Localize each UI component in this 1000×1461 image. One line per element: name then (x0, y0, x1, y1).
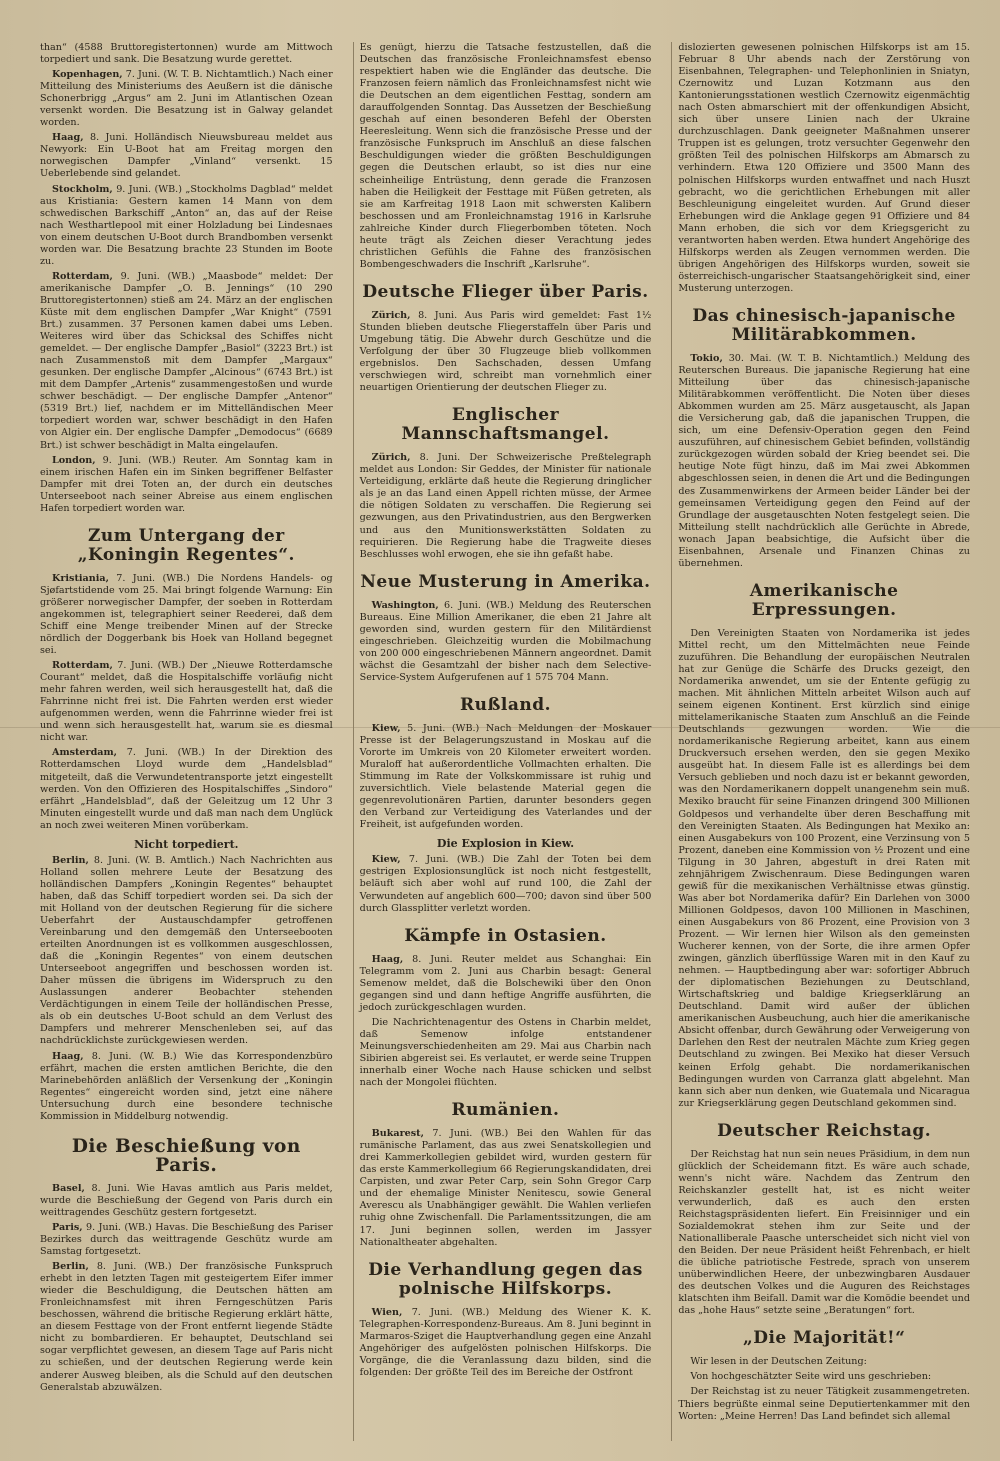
article-headline: Rumänien. (451, 1100, 560, 1121)
article-paragraph (678, 353, 970, 570)
dateline: Rotterdam, (52, 660, 113, 672)
paragraph-text: Die Nachrichtenagentur des Ostens in Charbin meldet, daß Semenow infolge entstandener Meinungsverschiedenheiten am 29. Mai aus Charbin nach Sibirien abgereist sei. Es verlautet, er werde seine Truppen innerhalb einer Woche nach Hause schicken und selbst nach der Mongolei flüchten. (359, 1016, 652, 1089)
dateline: Tokio, (690, 352, 723, 364)
dateline: Zürich, (371, 309, 411, 321)
article-paragraph (40, 132, 333, 180)
paragraph-text: 8. Juni. Holländisch Nieuwsbureau meldet aus Newyork: Ein U-Boot hat am Freitag morgen den norwegischen Dampfer „Vinland“ versenkt. 15 Ueberlebende sind gelandet. (40, 132, 333, 180)
paragraph-text: 9. Juni. (WB.) Reuter. Am Sonntag kam in einem irischen Hafen ein im Sinken begriffener Belfaster Dampfer mit drei Toten an, der durch ein deutsches Unterseeboot nach seiner Abreise aus einem englischen Hafen torpediert worden war. (40, 454, 333, 514)
article-subheadline: Nicht torpediert. (134, 837, 239, 851)
article-paragraph (678, 1386, 970, 1422)
article-paragraph (360, 310, 652, 394)
article-paragraph (360, 1128, 652, 1248)
article-paragraph (40, 455, 333, 515)
article-headline: Die Verhandlung gegen das polnische Hilfskorps. (368, 1259, 643, 1299)
article-headline: Rußland. (459, 694, 552, 715)
article-paragraph (40, 747, 333, 831)
paragraph-text: 8. Juni. Reuter meldet aus Schanghai: Ein Telegramm vom 2. Juni aus Charbin besagt: General Semenow meldet, daß die Bolschewiki über den Onon gegangen sind und dann heftige Angriffe ausführten, die jedoch zurückgeschlagen wurden. (359, 953, 652, 1013)
article-headline: Deutsche Flieger über Paris. (362, 281, 649, 302)
article-headline: Neue Musterung in Amerika. (360, 571, 651, 592)
column-3 (671, 42, 976, 1441)
article-paragraph (360, 954, 652, 1014)
article-paragraph (40, 573, 333, 657)
columns-container (34, 42, 976, 1441)
article-paragraph (40, 1261, 333, 1394)
article-headline: Englischer Mannschaftsmangel. (401, 405, 610, 445)
article-paragraph (678, 1356, 970, 1368)
article-paragraph (360, 452, 652, 560)
article-headline: Zum Untergang der „Koningin Regentes“. (77, 525, 295, 565)
dateline: Bukarest, (371, 1128, 424, 1140)
dateline: Zürich, (371, 452, 411, 464)
article-paragraph (40, 69, 333, 129)
paragraph-text: 7. Juni. (WB.) Die Zahl der Toten bei dem gestrigen Explosionsunglück ist noch nicht festgestellt, beläuft sich aber wohl auf rund 100, die Zahl der Verwundeten auf angeblich 600—700; davon sind über 500 durch Glassplitter verletzt worden. (359, 854, 652, 914)
dateline: Haag, (52, 132, 84, 144)
dateline: Berlin, (52, 1261, 89, 1273)
article-headline: Die Beschießung von Paris. (71, 1135, 301, 1176)
dateline: Kiew, (371, 854, 401, 866)
paragraph-text: 8. Juni. Aus Paris wird gemeldet: Fast 1½ Stunden blieben deutsche Fliegerstaffeln über Paris und Umgebung tätig. Die Abwehr durch Geschütze und die Verfolgung der über 30 Flugzeuge blieb vollkommen ergebnislos. Den Sachschaden, dessen Umfang verschwiegen wird, schreibt man vornehmlich einer neuartigen Orientierung der deutschen Flieger zu. (359, 309, 652, 394)
article-paragraph (360, 854, 652, 914)
dateline: Kristiania, (52, 572, 109, 584)
paragraph-text: Der Reichstag hat nun sein neues Präsidium, in dem nun glücklich der Scheidemann fitzt. Es wäre auch schade, wenn's nicht wäre. Nachdem das Zentrum den Reichskanzler gestellt hat, ist es nicht weiter verwunderlich, daß es auch den ersten Reichstagspräsidenten liefert. Ein Freisinniger und ein Sozialdemokrat stehen ihm zur Seite und der Nationalliberale Paasche unterscheidet sich nicht viel von den Beiden. Der neue Präsident heißt Fehrenbach, er hielt die übliche patriotische Festrede, sprach von unserem unüberwindlichen Heere, der unbezwingbaren Ausdauer des deutschen Volkes und die Auguren des Reichstages klatschten ihm Beifall. Damit war die Komödie beendet und das „hohe Haus“ setzte seine „Beratungen“ fort. (678, 1148, 970, 1317)
paragraph-text: 7. Juni. (W. T. B. Nichtamtlich.) Nach einer Mitteilung des Ministeriums des Aeußern ist die dänische Schonerbrigg „Argus“ am 2. Juni im Atlantischen Ozean versenkt worden. Die Besatzung ist in Galway gelandet worden. (40, 69, 333, 129)
paragraph-text: 5. Juni. (WB.) Nach Meldungen der Moskauer Presse ist der Belagerungszustand in Moskau auf die Vororte im Umkreis von 20 Kilometer erweitert worden. Muraloff hat außerordentliche Vollmachten erhalten. Die Stimmung im Rate der Volkskommissare ist ruhig und zuversichtlich. Viele belastende Material gegen die gegenrevolutionären Partien, darunter besonders gegen den Verband zur Verteidigung des Vaterlandes und der Freiheit, ist aufgefunden worden. (359, 722, 652, 831)
article-paragraph (360, 723, 652, 831)
dateline: Amsterdam, (52, 747, 118, 759)
dateline: Kiew, (371, 722, 401, 734)
article-paragraph (40, 660, 333, 744)
paragraph-text: Den Vereinigten Staaten von Nordamerika ist jedes Mittel recht, um den Mittelmächten neue Feinde zuzuführen. Die Behandlung der europäischen Neutralen hat zur Genüge die Schärfe des Drucks gezeigt, den Nordamerika anwendet, um sie der Entente gefügig zu machen. Mit ähnlichen Mitteln arbeitet Wilson auch auf seinem eigenen Kontinent. Erst kürzlich sind einige mittelamerikanische Staaten zum Anschluß an die Feinde Deutschlands gezwungen worden. Wie die nordamerikanische Regierung arbeitet, kann aus einem Druckversuch ersehen werden, den sie gegen Mexiko ausgeübt hat. In diesem Falle ist es allerdings bei dem Versuch geblieben und noch dazu ist er bekannt geworden, was den Nordamerikanern doppelt unangenehm sein muß. Mexiko braucht für seine Finanzen dringend 300 Millionen Goldpesos und verhandelte über deren Beschaffung mit den Vereinigten Staaten. Als Bedingungen hat Mexiko an: einen Ausgabekurs von 100 Prozent, eine Verzinsung von 5 Prozent, daneben eine Kommission von ½ Prozent und eine Tilgung in 30 Jahren, abgestuft in drei Raten mit zehnjährigem Zwischenraum. Diese Bedingungen waren gewiß für die mexikanischen Verhältnisse etwas günstig. Was aber bot Nordamerika dafür? Ein Darlehen von 3000 Millionen Goldpesos, davon 100 Millionen in Maschinen, einen Ausgabekurs von 86 Prozent, eine Provision von 3 Prozent. — Wir lernen hier Wilson als den gemeinsten Wucherer kennen, von der Sorte, die ihre armen Opfer zwingen, gänzlich überflüssige Waren mit in den Kauf zu nehmen. — Hauptbedingung aber war: sofortiger Abbruch der diplomatischen Beziehungen zu Deutschland, Wirtschaftskrieg und baldige Kriegserklärung an Deutschland. Damit wird außer der üblichen amerikanischen Ausbeuchung, auch hier die amerikanische Absicht offenbar, durch Gewährung oder Verweigerung von Darlehen den Rest der neutralen Mächte zum Krieg gegen Deutschland zu zwingen. Bei Mexiko hat dieser Versuch keinen Erfolg gehabt. Die nordamerikanischen Bedingungen wurden von Carranza glatt abgelehnt. Man kann sich aber nun denken, wie Guatemala und Nicaragua zur Kriegserklärung gegen Deutschland gekommen sind. (678, 627, 970, 1109)
article-paragraph (678, 1149, 970, 1318)
article-headline: Amerikanische Erpressungen. (749, 580, 899, 620)
article-paragraph (40, 1222, 333, 1258)
article-paragraph (360, 42, 652, 271)
article-paragraph (40, 855, 333, 1048)
article-subheadline: Die Explosion in Kiew. (436, 837, 575, 851)
paragraph-text: than“ (4588 Bruttoregistertonnen) wurde am Mittwoch torpediert und sank. Die Besatzung wurde gerettet. (40, 42, 333, 66)
article-headline: Deutscher Reichstag. (717, 1120, 932, 1141)
paragraph-text: 7. Juni. (WB.) Meldung des Wiener K. K. Telegraphen-Korrespondenz-Bureaus. Am 8. Juni beginnt in Marmaros-Sziget die Hauptverhandlung gegen eine Anzahl Angehöriger des aufgelösten polnischen Hilfskorps. Die Vorgänge, die die Veranlassung dazu bilden, sind die folgenden: Der größte Teil des im Bereiche der Ostfront (359, 1306, 652, 1378)
paragraph-text: 7. Juni. (WB.) Die Nordens Handels- og Sjøfartstidende vom 25. Mai bringt folgende Warnung: Ein größerer norwegischer Dampfer, der soeben in Rotterdam angekommen ist, telegraphiert seiner Reederei, daß dem Schiff eine Menge treibender Minen auf der Strecke nördlich der Doggerbank bis Hoek van Holland begegnet sei. (40, 572, 333, 657)
paragraph-text: Der Reichstag ist zu neuer Tätigkeit zusammengetreten. Thiers begrüßte einmal seine Deputiertenkammer mit den Worten: „Meine Herren! Das Land befindet sich allemal (678, 1386, 970, 1422)
dateline: Paris, (52, 1221, 83, 1233)
paragraph-text: 8. Juni. Wie Havas amtlich aus Paris meldet, wurde die Beschießung der Gegend von Paris durch ein weittragendes Geschütz gestern fortgesetzt. (40, 1182, 333, 1218)
dateline: Wien, (371, 1306, 403, 1318)
article-paragraph (40, 1183, 333, 1219)
paragraph-text: Von hochgeschätzter Seite wird uns geschrieben: (690, 1371, 932, 1383)
dateline: Berlin, (52, 854, 89, 866)
article-paragraph (678, 1371, 970, 1383)
dateline: Stockholm, (52, 183, 113, 195)
article-paragraph (40, 184, 333, 268)
dateline: Kopenhagen, (52, 69, 123, 81)
paragraph-text: 30. Mai. (W. T. B. Nichtamtlich.) Meldung des Reuterschen Bureaus. Die japanische Regierung hat eine Mitteilung über das chinesisch-japanische Militärabkommen veröffentlicht. Die Noten über dieses Abkommen wurden am 25. März ausgetauscht, als Japan die Versicherung gab, daß die japanischen Truppen, die sich, um eine Defensiv-Operation gegen den Feind auszuführen, auf chinesischem Gebiet befinden, vollständig zurückgezogen würden sobald der Krieg beendet sei. Die heutige Note fügt hinzu, daß im Mai zwei Abkommen abgeschlossen seien, in denen die Art und die Bedingungen des Zusammenwirkens der Armeen beider Länder bei der gemeinsamen Verteidigung gegen den Feind auf der Grundlage der ausgetauschten Noten festgelegt seien. Die Mitteilung stellt nachdrücklich alle Gerüchte in Abrede, wonach Japan beabsichtige, die Aufsicht über die Eisenbahnen, Arsenale und Finanzen Chinas zu übernehmen. (678, 352, 970, 569)
article-paragraph (360, 1307, 652, 1379)
dateline: Haag, (52, 1050, 84, 1062)
paragraph-text: 7. Juni. (WB.) In der Direktion des Rotterdamschen Lloyd wurde dem „Handelsblad“ mitgeteilt, daß die Verwundetentransporte jetzt eingestellt werden. Von den Offizieren des Hospitalschiffes „Sindoro“ erfährt „Handelsblad“, daß der Geleitzug um 12 Uhr 3 Minuten eingestellt wurde und daß man nach dem Unglück an noch zwei weiteren Minen vorüberkam. (40, 747, 333, 831)
paragraph-text: 8. Juni. Der Schweizerische Preßtelegraph meldet aus London: Sir Geddes, der Minister für nationale Verteidigung, erklärte daß heute die Regierung dringlicher als je an das Land einen Appell richten müsse, der Armee die nötigen Soldaten zu verschaffen. Die Regierung sei gezwungen, aus den Privatindustrien, aus den Bergwerken und aus den Munitionswerkstätten Soldaten zu requirieren. Die Regierung habe die Tragweite dieses Beschlusses wohl erwogen, ehe sie ihn gefaßt habe. (359, 452, 652, 560)
paragraph-text: dislozierten gewesenen polnischen Hilfskorps ist am 15. Februar 8 Uhr abends nach der Zerstörung von Eisenbahnen, Telegraphen- und Telephonlinien in Sniatyn, Czernowitz und Luzan Kotzmann aus den Kantonierungsstationen westlich Czernowitz eigenmächtig nach Osten abmarschiert mit der offenkundigen Absicht, sich über unsere Linien nach der Ukraine durchzuschlagen. Dank geeigneter Maßnahmen unserer Truppen ist es gelungen, trotz versuchter Gegenwehr den größten Teil des polnischen Hilfskorps am Abmarsch zu verhindern. Etwa 120 Offiziere und 3500 Mann des polnischen Hilfskorps wurden entwaffnet und nach Huszt gebracht, wo die gerichtlichen Erhebungen mit aller Beschleunigung eingeleitet wurden. Auf Grund dieser Erhebungen wird die Anklage gegen 91 Offiziere und 84 Mann erhoben, die sich vor dem Kriegsgericht zu verantworten haben werden. Etwa hundert Angehörige des Hilfskorps werden als Zeugen vernommen werden. Die übrigen Angehörigen des Hilfskorps wurden, soweit sie österreichisch-ungarischer Staatsangehörigkeit sind, einer Musterung unterzogen. (678, 42, 970, 294)
article-paragraph (678, 628, 970, 1110)
paragraph-text: Wir lesen in der Deutschen Zeitung: (690, 1356, 867, 1368)
article-paragraph (40, 1051, 333, 1123)
column-2 (353, 42, 658, 1441)
article-headline: Kämpfe in Ostasien. (404, 925, 607, 946)
dateline: Haag, (371, 953, 404, 965)
paragraph-text: 9. Juni. (WB.) Havas. Die Beschießung des Pariser Bezirkes durch das weittragende Geschütz wurde am Samstag fortgesetzt. (40, 1221, 333, 1258)
article-headline: Das chinesisch-japanische Militärabkommen. (692, 305, 956, 345)
paragraph-text: 9. Juni. (WB.) „Maasbode“ meldet: Der amerikanische Dampfer „O. B. Jennings“ (10 290 Bruttoregistertonnen) stieß am 24. März an der englischen Küste mit dem englischen Dampfer „War Knight“ (7591 Brt.) zusammen. 37 Personen kamen dabei ums Leben. Weiteres wird über das Schicksal des Schiffes nicht gemeldet. — Der englische Dampfer „Basiol“ (3223 Brt.) ist nach Zusammenstoß mit dem Dampfer „Margaux“ gesunken. Der englische Dampfer „Alcinous“ (6743 Brt.) ist mit dem Dampfer „Artenis“ zusammengestoßen und wurde schwer beschädigt. — Der englische Dampfer „Antenor“ (5319 Brt.) lief, nachdem er im Mittelländischen Meer torpediert worden war, schwer beschädigt in den Hafen von Algier ein. Der englische Dampfer „Demodocus“ (6689 Brt.) ist schwer beschädigt in Malta eingelaufen. (40, 270, 333, 451)
article-paragraph (360, 600, 652, 684)
dateline: Rotterdam, (52, 270, 113, 282)
article-paragraph (40, 42, 333, 66)
article-paragraph (40, 271, 333, 452)
article-paragraph (360, 1017, 652, 1089)
article-headline: „Die Majorität!“ (742, 1328, 906, 1349)
paragraph-text: 7. Juni. (WB.) Der „Nieuwe Rotterdamsche Courant“ meldet, daß die Hospitalschiffe vorläufig nicht mehr fahren werden, weil sich herausgestellt hat, daß die Fahrrinne nicht frei ist. Die Fahrten werden erst wieder aufgenommen werden, wenn die Fahrrinne wieder frei ist und wenn sich herausgestellt hat, warum sie es diesmal nicht war. (40, 660, 333, 744)
paragraph-text: Es genügt, hierzu die Tatsache festzustellen, daß die Deutschen das französische Fronleichnamsfest ebenso respektiert haben wie die Engländer das deutsche. Die Franzosen feiern nämlich das Fronleichnamsfest nicht wie die Deutschen an dem eigentlichen Festtag, sondern am darauffolgenden Sonntag. Das Aussetzen der Beschießung geschah auf einen besonderen Befehl der Obersten Heeresleitung. Wenn sich die französische Presse und der französische Funkspruch im Anschluß an diese falschen Beschuldigungen wieder die größten Beschuldigungen gegen die Deutschen erlaubt, so ist dies nur eine scheinheilige Entrüstung, denn gerade die Franzosen haben die Heiligkeit der Festtage mit Füßen getreten, als sie am Karfreitag 1918 Laon mit schwersten Kalibern beschossen und am Fronleichnamstag 1916 in Karlsruhe zahlreiche Kinder durch Fliegerbomben töteten. Noch heute trägt als Zeichen dieser Verachtung jedes christlichen Gefühls die Fahne des französischen Bombengeschwaders die Inschrift „Karlsruhe“. (359, 42, 652, 270)
column-1 (34, 42, 339, 1441)
dateline: London, (52, 454, 96, 466)
paragraph-text: 7. Juni. (WB.) Bei den Wahlen für das rumänische Parlament, das aus zwei Senatskollegien und drei Kammerkollegien gebildet wird, wurden gestern für das erste Kammerkollegium 66 Regierungskandidaten, drei Carpisten, und zwar Peter Carp, sein Sohn Gregor Carp und der ehemalige Minister Nenitescu, sowie General Averescu als Unabhängiger gewählt. Die Wahlen verliefen ruhig ohne Zwischenfall. Die Parlamentssitzungen, die am 17. Juni beginnen sollen, werden im Jassyer Nationaltheater abgehalten. (359, 1128, 652, 1248)
dateline: Washington, (371, 599, 439, 611)
paragraph-text: 8. Juni. (W. B. Amtlich.) Nach Nachrichten aus Holland sollen mehrere Leute der Besatzung des holländischen Dampfers „Koningin Regentes“ behauptet haben, daß das Schiff torpediert worden sei. Da sich der mit Holland von der deutschen Regierung für die sichere Ueberfahrt der Austauschdampfer getroffenen Vereinbarung und den demgemäß den Unterseebooten erteilten Anordnungen ist es vollkommen ausgeschlossen, daß die „Koningin Regentes“ von einem deutschen Unterseeboot angegriffen und beschossen worden ist. Daher müssen die übrigens im Widerspruch zu den Auslassungen anderer Beobachter stehenden Verdächtigungen in einem Teile der holländischen Presse, als ob ein deutsches U-Boot schuld an dem Verlust des Dampfers und mehrerer Menschenleben sei, auf das nachdrücklichste zurückgewiesen werden. (40, 854, 333, 1047)
article-paragraph (678, 42, 970, 295)
paragraph-text: 8. Juni. (WB.) Der französische Funkspruch erhebt in den letzten Tagen mit gesteigertem Eifer immer wieder die Beschuldigung, die Deutschen hätten am Fronleichnamsfest mit ihren Ferngeschützen Paris beschossen, während die britische Regierung erklärt hätte, an diesem Festtage von der Front entfernt liegende Städte nicht zu bombardieren. Er behauptet, Deutschland sei sogar verpflichtet gewesen, an diesem Tage auf Paris nicht zu schießen, und der deutschen Regierung werde kein anderer Ausweg bleiben, als die Schuld auf den deutschen Generalstab abzuwälzen. (40, 1261, 333, 1393)
dateline: Basel, (52, 1182, 85, 1194)
paragraph-text: 9. Juni. (WB.) „Stockholms Dagblad“ meldet aus Kristiania: Gestern kamen 14 Mann von dem schwedischen Barkschiff „Anton“ an, das auf der Reise nach Westhartlepool mit einer Holzladung bei Lindesnaes von einem deutschen U-Boot durch Brandbomben versenkt worden war. Die Besatzung brachte 23 Stunden im Boote zu. (40, 183, 333, 267)
paragraph-text: 6. Juni. (WB.) Meldung des Reuterschen Bureaus. Eine Million Amerikaner, die eben 21 Jahre alt geworden sind, wurden gestern für den Militärdienst eingeschrieben. Gleichzeitig wurden die Mobilmachung von 200 000 eingeschriebenen Männern angeordnet. Damit wächst die Gesamtzahl der bisher nach dem Selective-Service-System Aufgerufenen auf 1 575 704 Mann. (359, 599, 652, 683)
paragraph-text: 8. Juni. (W. B.) Wie das Korrespondenzbüro erfährt, machen die ersten amtlichen Berichte, die den Marinebehörden anläßlich der Versenkung der „Koningin Regentes“ eingereicht worden sind, jetzt eine nähere Untersuchung durch eine besondere technische Kommission in Middelburg notwendig. (40, 1050, 333, 1122)
